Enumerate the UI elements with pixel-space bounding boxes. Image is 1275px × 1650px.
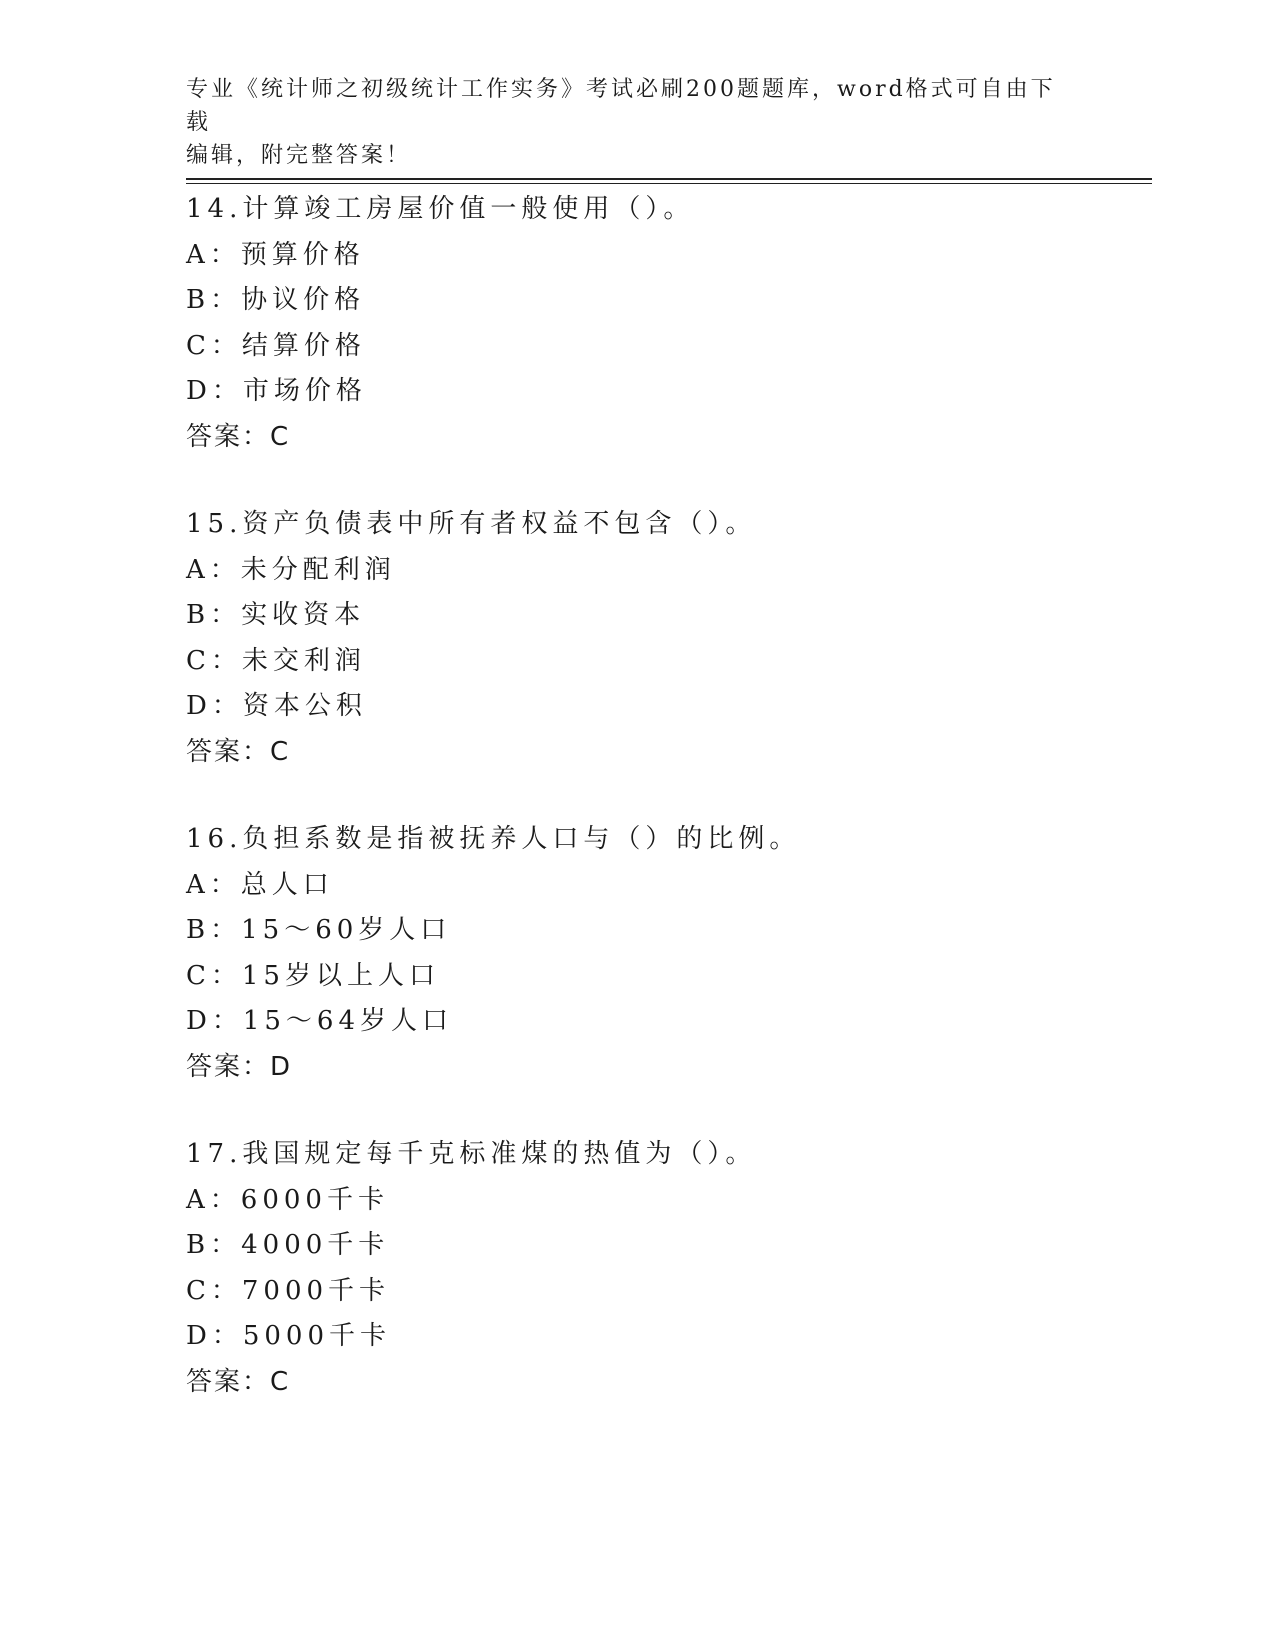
question-17 — [186, 1132, 1086, 1406]
option-a: A：预算价格 — [186, 239, 365, 270]
option-a: A：未分配利润 — [186, 554, 396, 585]
question-stem: 17.我国规定每千克标准煤的热值为（）。 — [186, 1139, 757, 1169]
question-stem: 14.计算竣工房屋价值一般使用（）。 — [186, 194, 695, 224]
option-d: D：5000千卡 — [186, 1321, 392, 1352]
option-c: C：结算价格 — [186, 330, 366, 361]
answer-line: 答案：C — [186, 421, 291, 452]
answer-line: 答案：D — [186, 1051, 293, 1082]
option-c: C：15岁以上人口 — [186, 960, 440, 991]
option-d: D：15～64岁人口 — [186, 1006, 454, 1037]
option-a: A：总人口 — [186, 869, 334, 900]
option-b: B：实收资本 — [186, 600, 366, 631]
option-b: B：15～60岁人口 — [186, 915, 452, 946]
question-14 — [186, 187, 1086, 461]
header-divider-thin — [186, 183, 1152, 184]
option-a: A：6000千卡 — [186, 1184, 389, 1215]
header-line-2: 编辑，附完整答案！ — [186, 143, 412, 168]
header-line-1: 专业《统计师之初级统计工作实务》考试必刷200题题库，word格式可自由下载 — [186, 77, 1056, 135]
question-16 — [186, 817, 1086, 1091]
option-d: D：市场价格 — [186, 376, 367, 407]
option-b: B：协议价格 — [186, 285, 366, 316]
option-c: C：未交利润 — [186, 645, 366, 676]
header-divider-thick — [186, 178, 1152, 180]
answer-line: 答案：C — [186, 1366, 291, 1397]
option-c: C：7000千卡 — [186, 1275, 391, 1306]
option-b: B：4000千卡 — [186, 1230, 390, 1261]
question-stem: 15.资产负债表中所有者权益不包含（）。 — [186, 509, 757, 539]
question-15 — [186, 502, 1086, 776]
option-d: D：资本公积 — [186, 691, 367, 722]
document-header — [186, 73, 1066, 172]
question-stem: 16.负担系数是指被抚养人口与（）的比例。 — [186, 824, 801, 854]
answer-line: 答案：C — [186, 736, 291, 767]
